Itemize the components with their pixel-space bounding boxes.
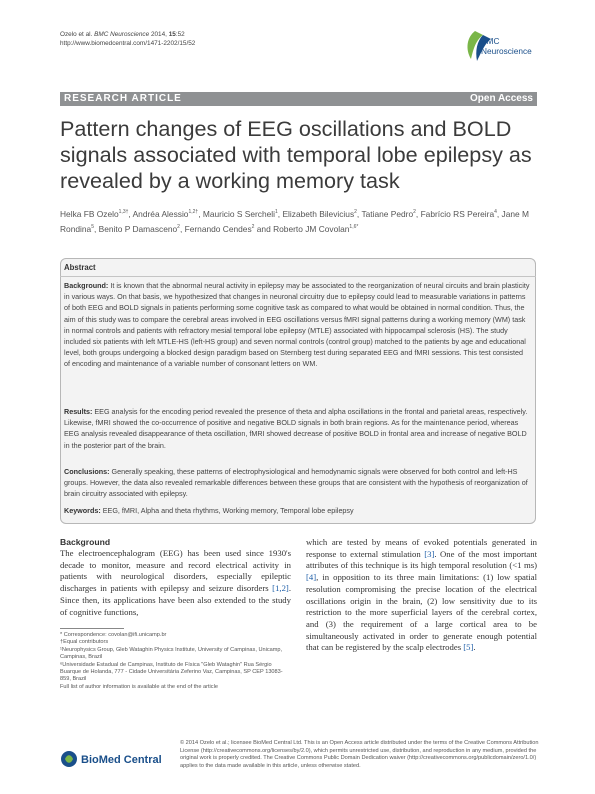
keywords-text: EEG, fMRI, Alpha and theta rhythms, Working memory, Temporal lobe epilepsy (102, 506, 354, 515)
citation-authors: Ozelo et al. (60, 31, 93, 38)
journal-logo-text (481, 36, 532, 56)
article-title: Pattern changes of EEG oscillations and BOLD signals associated with temporal lobe epilepsy as revealed by a working memory task (60, 116, 532, 193)
abstract-conclusions-text: Generally speaking, these patterns of electrophysiological and hemodynamic signals were observed for both control and left-HS groups. However, the data also revealed remarkable differences between these groups that are consistent with the hypothesis of reorganization of brain circuitry associated with epilepsy. (64, 467, 528, 499)
logo-line-1: BMC (481, 36, 500, 46)
license-text: © 2014 Ozelo et al.; licensee BioMed Central Ltd. This is an Open Access article distributed under the terms of the Creative Commons Attribution License (http://creativecommons.org/licenses/by/2.0), which permits unrestricted use, distribution, and reproduction in any medium, provided the original work is properly credited. The Creative Commons Public Domain Dedication waiver (http://creativecommons.org/publicdomain/zero/1.0/) applies to the data made available in this article, unless otherwise stated. (180, 740, 539, 769)
citation-link[interactable]: [4] (306, 572, 317, 583)
citation-year: 2014, (150, 31, 169, 38)
author-separator: , (93, 223, 99, 234)
author-separator: , (496, 208, 502, 219)
abstract-background (64, 280, 530, 370)
citation-volume: 15 (168, 31, 176, 38)
author-separator: , (415, 208, 421, 219)
footnote-full-list: Full list of author information is available at the end of the article (60, 683, 218, 690)
abstract-background-text: It is known that the abnormal neural activity in epilepsy may be associated to the reorganization of neural circuits and brain plasticity in various ways. On that basis, we hypothesized that changes in neuronal circuitry due to epilepsy could lead to measurable variations in patterns of both EEG and BOLD signals in patients performing some cognitive task as compared to what would be obtained in normal condition. Thus, the aim of this study was to compare the cerebral areas involved in EEG oscillations versus fMRI signal patterns during a working memory (WM) task in normal controls and patients with refractory mesial temporal lobe epilepsy (MTLE) associated with hippocampal sclerosis (HS). The study included six patients with left MTLE-HS (left-HS group) and seven normal controls (control group) matched to the patients by age and educational level, both groups undergoing a blocked design paradigm based on Sternberg test during separated EEG and fMRI sessions. This test consisted of encoding and maintenance of a variable number of consonant letters on WM. (64, 281, 530, 369)
author-name[interactable]: Tatiane Pedro (361, 208, 414, 219)
abstract-results-label: Results: (64, 407, 93, 416)
footnote-affiliation-1: ¹Neurophysics Group, Gleb Wataghin Physics Institute, University of Campinas, Unicamp, Campinas, Brazil (60, 646, 283, 661)
author-separator: , (277, 208, 283, 219)
background-paragraph-right (306, 537, 537, 654)
text-run: , in opposition to its three main limitations: (1) low spatial resolution compromising the precise location of the electrical oscillations origin in the brain, (2) low sensitivity due to its restriction to the more superficial layers of the cerebral cortex, and (3) the requirement of a large cortical area to be simultaneously activated in order to generate enough potential that can be registered by the scalp electrodes (306, 572, 537, 653)
biomed-central-logo (60, 749, 170, 769)
abstract-divider (60, 276, 536, 277)
author-list (60, 206, 530, 236)
citation-journal: BMC Neuroscience (94, 31, 150, 38)
author-affiliation-marker: 2 (177, 223, 180, 230)
author-affiliation-marker: 1,6* (349, 223, 359, 230)
author-affiliation-marker: 1,2† (188, 209, 199, 215)
citation-link[interactable]: [1,2] (272, 583, 289, 594)
open-access-label: Open Access (470, 93, 533, 104)
citation-page: :52 (175, 31, 185, 38)
author-affiliation-marker: 4 (494, 209, 497, 215)
footnote-divider (60, 628, 124, 629)
citation-header (60, 30, 195, 48)
citation-link[interactable]: [3] (424, 548, 435, 559)
text-run: . One of the most important attributes of this technique is its high temporal resolution (<1 ms) (306, 548, 538, 571)
article-type-banner (60, 92, 537, 106)
text-run: which are tested by means of evoked potentials generated in response to external stimulation (306, 537, 537, 559)
abstract-conclusions (64, 466, 530, 500)
body-column-right (306, 537, 537, 654)
citation-link[interactable]: [5] (463, 642, 474, 653)
text-run: . Since then, its applications have been also extended to the study of cognitive functions, (60, 583, 291, 617)
abstract-results (64, 406, 530, 451)
keywords-label: Keywords: (64, 506, 101, 515)
author-name[interactable]: Benito P Damasceno (98, 223, 178, 234)
abstract-results-text: EEG analysis for the encoding period revealed the presence of theta and alpha oscillations in the frontal and parietal areas, respectively. Likewise, fMRI showed the co-occurrence of positive and negative BOLD signals in both brain regions. As for the maintenance period, whereas EEG analysis revealed disappearance of theta oscillation, fMRI showed decrease of positive BOLD in frontal area and increase of negative BOLD in the posterior part of the brain. (64, 407, 528, 450)
abstract-conclusions-label: Conclusions: (64, 467, 110, 476)
author-separator: , (128, 208, 133, 219)
abstract-keywords (64, 505, 530, 516)
body-column-left (60, 537, 291, 618)
author-separator: and (254, 223, 274, 234)
author-affiliation-marker: 2 (413, 209, 416, 215)
author-affiliation-marker: 5 (91, 223, 94, 230)
abstract-background-label: Background: (64, 281, 109, 290)
author-name[interactable]: Jane M Rondina (60, 208, 530, 234)
text-run: . (473, 642, 476, 653)
author-affiliation-marker: 2 (251, 223, 255, 230)
footnote-correspondence: * Correspondence: covolan@ifi.unicamp.br (60, 632, 167, 638)
author-name[interactable]: Fabrício RS Pereira (420, 208, 495, 219)
article-url[interactable]: http://www.biomedcentral.com/1471-2202/15/52 (60, 40, 196, 47)
section-heading-background: Background (60, 537, 111, 547)
background-paragraph-left (60, 548, 291, 618)
author-separator: , (356, 208, 362, 219)
author-affiliation-marker: 1,3† (118, 209, 129, 215)
biomed-central-logo-text: BioMed Central (81, 754, 162, 766)
footnote-equal-contributors: †Equal contributors (60, 639, 109, 646)
logo-line-2: Neuroscience (481, 46, 532, 56)
author-separator: , (198, 208, 203, 219)
text-run: The electroencephalogram (EEG) has been used since 1930's decade to monitor, measure and record electrical activity in patients with neurological disorders, especially epileptic discharges in patients with epilepsy and seizure disorders (60, 548, 291, 594)
author-name[interactable]: Andréa Alessio (132, 208, 189, 219)
author-name[interactable]: Elizabeth Bilevicius (282, 208, 355, 219)
author-name[interactable]: Roberto JM Covolan (273, 223, 350, 234)
author-affiliation-marker: 2 (354, 209, 357, 215)
abstract-heading: Abstract (64, 263, 96, 272)
author-name[interactable]: Fernando Cendes (184, 223, 252, 234)
author-affiliation-marker: 1 (275, 209, 278, 215)
footnotes (60, 632, 292, 691)
author-name[interactable]: Mauricio S Sercheli (202, 208, 276, 219)
article-type-label: RESEARCH ARTICLE (64, 93, 182, 104)
citation-line (60, 30, 195, 39)
footnote-affiliation-6: ⁶Universidade Estadual de Campinas, Instituto de Física "Gleb Wataghin" Rua Sérgio Buarque de Holanda, 777 - Cidade Universitária Zeferino Vaz, Campinas, SP CEP 13083-859, Brazil (60, 661, 283, 683)
author-name[interactable]: Helka FB Ozelo (60, 208, 119, 219)
author-separator: , (179, 223, 185, 234)
